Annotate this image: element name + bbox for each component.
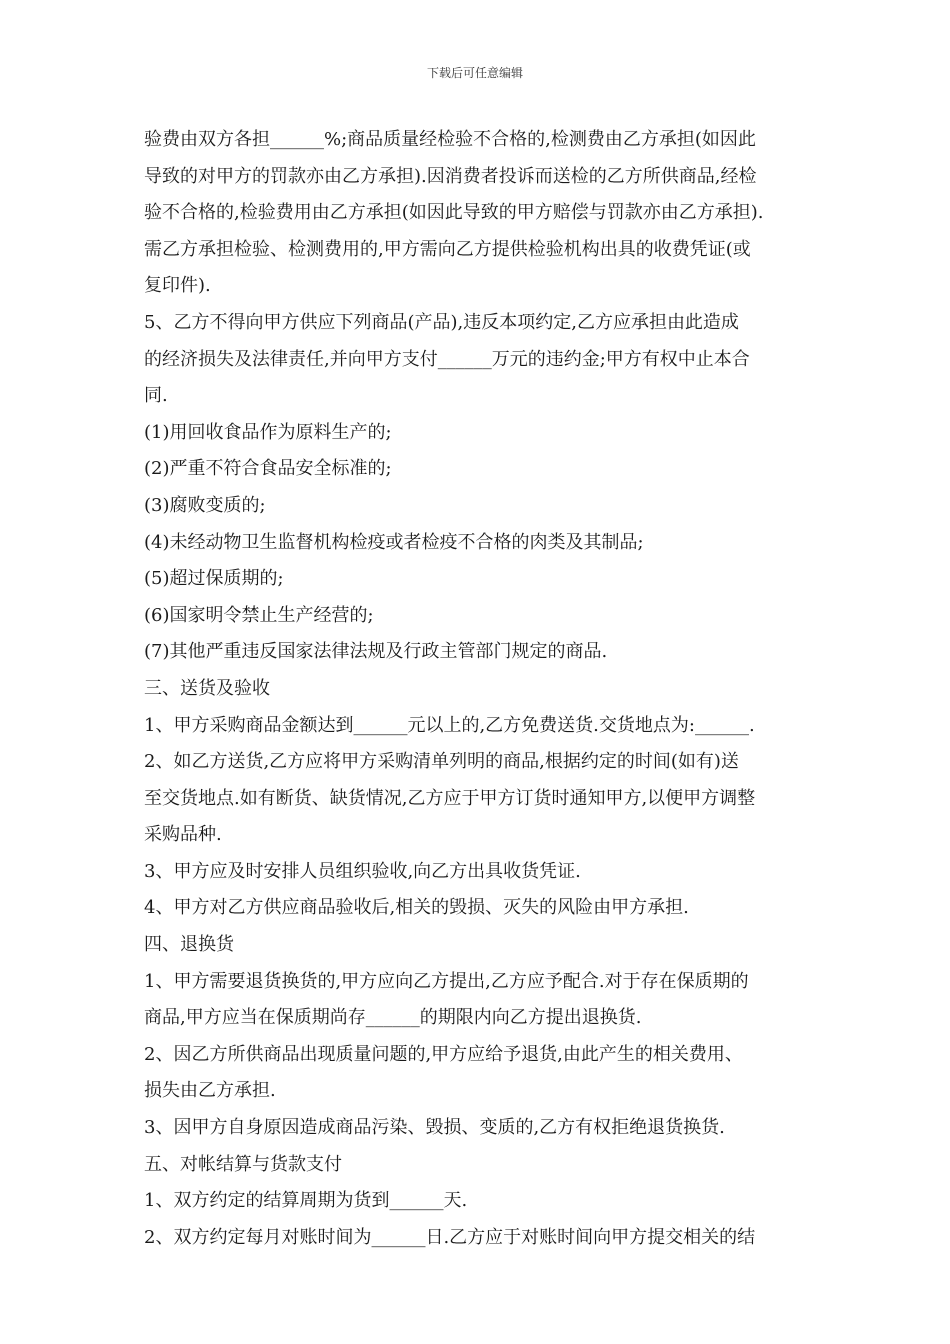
section-heading: 四、退换货 <box>144 934 234 956</box>
text-line: 3、甲方应及时安排人员组织验收,向乙方出具收货凭证. <box>144 860 581 882</box>
page-header: 下载后可任意编辑 <box>426 66 523 80</box>
text-line: 验不合格的,检验费用由乙方承担(如因此导致的甲方赔偿与罚款亦由乙方承担). <box>144 202 764 224</box>
text-line: 采购品种. <box>144 824 222 846</box>
text-line: 1、甲方需要退货换货的,甲方应向乙方提出,乙方应予配合.对于存在保质期的 <box>144 970 749 992</box>
list-item: (5)超过保质期的; <box>144 568 284 590</box>
text-line: 导致的对甲方的罚款亦由乙方承担).因消费者投诉而送检的乙方所供商品,经检 <box>144 165 757 187</box>
section-heading: 五、对帐结算与货款支付 <box>144 1153 342 1175</box>
text-line: 4、甲方对乙方供应商品验收后,相关的毁损、灭失的风险由甲方承担. <box>144 897 689 919</box>
list-item: (2)严重不符合食品安全标准的; <box>144 458 392 480</box>
text-line: 1、双方约定的结算周期为货到______天. <box>144 1190 468 1212</box>
text-line: 同. <box>144 385 168 407</box>
text-line: 损失由乙方承担. <box>144 1080 276 1102</box>
list-item: (7)其他严重违反国家法律法规及行政主管部门规定的商品. <box>144 641 608 663</box>
text-line: 2、如乙方送货,乙方应将甲方采购清单列明的商品,根据约定的时间(如有)送 <box>144 751 739 773</box>
text-line: 5、乙方不得向甲方供应下列商品(产品),违反本项约定,乙方应承担由此造成 <box>144 311 739 333</box>
list-item: (6)国家明令禁止生产经营的; <box>144 604 374 626</box>
text-line: 商品,甲方应当在保质期尚存______的期限内向乙方提出退换货. <box>144 1007 642 1029</box>
text-line: 的经济损失及法律责任,并向甲方支付______万元的违约金;甲方有权中止本合 <box>144 348 750 370</box>
text-line: 验费由双方各担______%;商品质量经检验不合格的,检测费由乙方承担(如因此 <box>144 129 756 150</box>
section-heading: 三、送货及验收 <box>144 677 270 699</box>
list-item: (1)用回收食品作为原料生产的; <box>144 421 392 443</box>
document-body <box>144 122 812 1256</box>
text-line: 需乙方承担检验、检测费用的,甲方需向乙方提供检验机构出具的收费凭证(或 <box>144 238 751 260</box>
text-line: 1、甲方采购商品金额达到______元以上的,乙方免费送货.交货地点为:______. <box>144 714 755 736</box>
text-line: 复印件). <box>144 275 211 297</box>
list-item: (3)腐败变质的; <box>144 494 266 516</box>
text-line: 至交货地点.如有断货、缺货情况,乙方应于甲方订货时通知甲方,以便甲方调整 <box>144 787 756 809</box>
text-line: 2、双方约定每月对账时间为______日.乙方应于对账时间向甲方提交相关的结 <box>144 1226 756 1248</box>
text-line: 2、因乙方所供商品出现质量问题的,甲方应给予退货,由此产生的相关费用、 <box>144 1043 743 1065</box>
list-item: (4)未经动物卫生监督机构检疫或者检疫不合格的肉类及其制品; <box>144 531 644 553</box>
text-line: 3、因甲方自身原因造成商品污染、毁损、变质的,乙方有权拒绝退货换货. <box>144 1117 725 1139</box>
